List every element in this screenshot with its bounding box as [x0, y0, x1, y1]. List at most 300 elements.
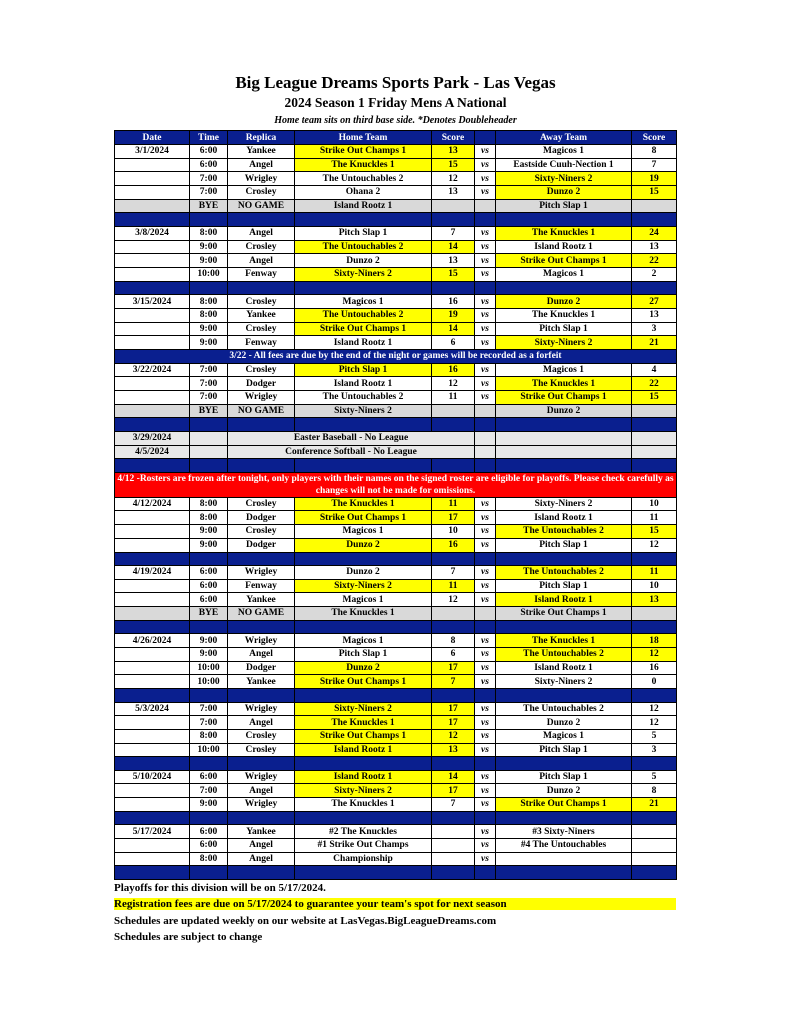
away-team-cell: Dunzo 2 [496, 716, 632, 730]
game-row [115, 852, 677, 866]
vs-cell: vs [475, 254, 496, 268]
empty-cell [496, 445, 632, 459]
separator-cell [228, 281, 295, 295]
field-cell: Dodger [228, 661, 295, 675]
separator-cell [115, 689, 190, 703]
field-cell: Crosley [228, 363, 295, 377]
away-team-cell: Pitch Slap 1 [496, 579, 632, 593]
date-cell: 4/5/2024 [115, 445, 190, 459]
field-cell: Fenway [228, 579, 295, 593]
home-team-cell: Pitch Slap 1 [295, 226, 432, 240]
separator-cell [632, 459, 677, 473]
game-row [115, 172, 677, 186]
home-score-cell [432, 839, 475, 853]
game-row [115, 538, 677, 552]
separator-cell [115, 281, 190, 295]
separator-cell [190, 811, 228, 825]
game-row [115, 839, 677, 853]
field-cell: Dodger [228, 538, 295, 552]
col-header-time: Time [190, 131, 228, 145]
separator-cell [295, 811, 432, 825]
week-separator-row [115, 620, 677, 634]
separator-cell [115, 418, 190, 432]
separator-cell [228, 689, 295, 703]
separator-cell [115, 811, 190, 825]
bye-row [115, 404, 677, 418]
field-cell: Angel [228, 852, 295, 866]
separator-cell [295, 552, 432, 566]
field-cell: Wrigley [228, 634, 295, 648]
field-cell: Crosley [228, 186, 295, 200]
page-subtitle: 2024 Season 1 Friday Mens A National [284, 95, 507, 110]
vs-cell: vs [475, 784, 496, 798]
away-score-cell: 11 [632, 511, 677, 525]
away-team-cell: Pitch Slap 1 [496, 538, 632, 552]
away-team-cell: Sixty-Niners 2 [496, 675, 632, 689]
date-cell [115, 716, 190, 730]
away-score-cell: 2 [632, 268, 677, 282]
vs-cell [475, 607, 496, 621]
home-team-cell: Magicos 1 [295, 525, 432, 539]
date-cell [115, 322, 190, 336]
field-cell: Fenway [228, 268, 295, 282]
home-team-cell: Championship [295, 852, 432, 866]
home-score-cell [432, 852, 475, 866]
vs-cell: vs [475, 377, 496, 391]
separator-cell [496, 757, 632, 771]
separator-cell [496, 213, 632, 227]
separator-cell [496, 811, 632, 825]
away-score-cell: 5 [632, 770, 677, 784]
separator-cell [190, 620, 228, 634]
date-cell [115, 525, 190, 539]
separator-cell [632, 418, 677, 432]
field-cell: Wrigley [228, 702, 295, 716]
time-cell: 7:00 [190, 186, 228, 200]
footer-disclaimer: Schedules are subject to change [114, 931, 263, 943]
separator-cell [496, 689, 632, 703]
field-cell: Angel [228, 784, 295, 798]
away-score-cell: 8 [632, 784, 677, 798]
away-score-cell: 12 [632, 702, 677, 716]
away-score-cell: 10 [632, 579, 677, 593]
week-separator-row [115, 459, 677, 473]
field-cell: Dodger [228, 511, 295, 525]
vs-cell: vs [475, 308, 496, 322]
vs-cell: vs [475, 593, 496, 607]
away-team-cell: Pitch Slap 1 [496, 743, 632, 757]
time-cell: 6:00 [190, 145, 228, 159]
separator-cell [228, 459, 295, 473]
away-team-cell: Strike Out Champs 1 [496, 607, 632, 621]
date-cell: 4/26/2024 [115, 634, 190, 648]
vs-cell: vs [475, 839, 496, 853]
away-score-cell: 27 [632, 295, 677, 309]
game-row [115, 336, 677, 350]
separator-cell [475, 620, 496, 634]
home-team-cell: Sixty-Niners 2 [295, 268, 432, 282]
away-team-cell: Pitch Slap 1 [496, 199, 632, 213]
empty-cell [190, 431, 228, 445]
home-team-cell: Dunzo 2 [295, 566, 432, 580]
away-score-cell: 19 [632, 172, 677, 186]
vs-cell: vs [475, 770, 496, 784]
away-score-cell: 10 [632, 497, 677, 511]
home-score-cell: 17 [432, 511, 475, 525]
away-team-cell: Magicos 1 [496, 729, 632, 743]
away-score-cell: 7 [632, 158, 677, 172]
home-team-cell: Strike Out Champs 1 [295, 729, 432, 743]
time-cell: 7:00 [190, 716, 228, 730]
field-cell: Yankee [228, 593, 295, 607]
away-team-cell: Magicos 1 [496, 268, 632, 282]
date-cell [115, 336, 190, 350]
home-team-cell: Strike Out Champs 1 [295, 145, 432, 159]
separator-cell [632, 757, 677, 771]
separator-cell [475, 811, 496, 825]
time-cell: 10:00 [190, 661, 228, 675]
time-cell: 6:00 [190, 770, 228, 784]
date-cell: 3/29/2024 [115, 431, 190, 445]
home-score-cell: 17 [432, 661, 475, 675]
separator-cell [115, 459, 190, 473]
date-cell [115, 661, 190, 675]
schedule-body [115, 145, 677, 880]
home-team-cell: Magicos 1 [295, 295, 432, 309]
field-cell: Angel [228, 839, 295, 853]
home-team-cell: Strike Out Champs 1 [295, 511, 432, 525]
vs-cell: vs [475, 525, 496, 539]
home-team-cell: Dunzo 2 [295, 254, 432, 268]
table-header-row [115, 131, 677, 145]
separator-cell [115, 620, 190, 634]
game-row [115, 661, 677, 675]
home-team-cell: Island Rootz 1 [295, 770, 432, 784]
date-cell: 3/22/2024 [115, 363, 190, 377]
home-team-cell: Pitch Slap 1 [295, 363, 432, 377]
away-team-cell: Dunzo 2 [496, 404, 632, 418]
home-team-cell: Dunzo 2 [295, 661, 432, 675]
time-cell: 8:00 [190, 729, 228, 743]
date-cell [115, 647, 190, 661]
date-cell [115, 607, 190, 621]
separator-cell [115, 552, 190, 566]
home-score-cell: 6 [432, 336, 475, 350]
away-score-cell: 15 [632, 186, 677, 200]
away-score-cell: 3 [632, 743, 677, 757]
home-team-cell: Sixty-Niners 2 [295, 404, 432, 418]
field-cell: Wrigley [228, 770, 295, 784]
game-row [115, 729, 677, 743]
separator-cell [475, 866, 496, 880]
home-team-cell: #2 The Knuckles [295, 825, 432, 839]
away-team-cell: #4 The Untouchables [496, 839, 632, 853]
away-team-cell: Magicos 1 [496, 363, 632, 377]
bye-row [115, 607, 677, 621]
date-cell [115, 268, 190, 282]
away-score-cell [632, 852, 677, 866]
time-cell: 9:00 [190, 525, 228, 539]
vs-cell: vs [475, 336, 496, 350]
date-cell [115, 852, 190, 866]
empty-cell [475, 445, 496, 459]
separator-cell [496, 418, 632, 432]
week-separator-row [115, 213, 677, 227]
notice-row [115, 349, 677, 363]
separator-cell [496, 552, 632, 566]
date-cell [115, 391, 190, 405]
away-score-cell [632, 839, 677, 853]
roster-alert-row [115, 472, 677, 497]
game-row [115, 158, 677, 172]
home-score-cell: 12 [432, 377, 475, 391]
week-separator-row [115, 811, 677, 825]
field-cell: NO GAME [228, 607, 295, 621]
separator-cell [432, 689, 475, 703]
vs-cell: vs [475, 145, 496, 159]
game-row [115, 579, 677, 593]
home-team-cell: Pitch Slap 1 [295, 647, 432, 661]
col-header-home-team: Home Team [295, 131, 432, 145]
field-cell: Wrigley [228, 391, 295, 405]
date-cell [115, 593, 190, 607]
home-score-cell: 14 [432, 322, 475, 336]
separator-cell [228, 552, 295, 566]
separator-cell [295, 213, 432, 227]
field-cell: Yankee [228, 675, 295, 689]
time-cell: 6:00 [190, 825, 228, 839]
away-team-cell: Pitch Slap 1 [496, 322, 632, 336]
separator-cell [228, 213, 295, 227]
col-header-date: Date [115, 131, 190, 145]
separator-cell [190, 866, 228, 880]
home-team-cell: Dunzo 2 [295, 538, 432, 552]
date-cell: 5/10/2024 [115, 770, 190, 784]
away-score-cell [632, 825, 677, 839]
home-score-cell: 8 [432, 634, 475, 648]
home-score-cell: 7 [432, 798, 475, 812]
home-score-cell: 14 [432, 240, 475, 254]
separator-cell [632, 811, 677, 825]
separator-cell [432, 620, 475, 634]
no-league-text: Easter Baseball - No League [228, 431, 475, 445]
week-separator-row [115, 418, 677, 432]
separator-cell [632, 213, 677, 227]
separator-cell [475, 418, 496, 432]
away-team-cell: The Untouchables 2 [496, 525, 632, 539]
footer-registration: Registration fees are due on 5/17/2024 to guarantee your team's spot for next season [114, 898, 676, 910]
time-cell: 10:00 [190, 675, 228, 689]
time-cell: 10:00 [190, 268, 228, 282]
field-cell: Fenway [228, 336, 295, 350]
time-cell: 7:00 [190, 391, 228, 405]
home-score-cell: 17 [432, 702, 475, 716]
footer-website: Schedules are updated weekly on our website at LasVegas.BigLeagueDreams.com [114, 915, 497, 927]
time-cell: 8:00 [190, 226, 228, 240]
away-score-cell: 21 [632, 798, 677, 812]
time-cell: 9:00 [190, 798, 228, 812]
vs-cell: vs [475, 729, 496, 743]
field-cell: Dodger [228, 377, 295, 391]
vs-cell: vs [475, 391, 496, 405]
date-cell: 5/3/2024 [115, 702, 190, 716]
date-cell [115, 538, 190, 552]
time-cell: 8:00 [190, 852, 228, 866]
separator-cell [432, 213, 475, 227]
away-team-cell: Island Rootz 1 [496, 240, 632, 254]
field-cell: Angel [228, 254, 295, 268]
field-cell: Yankee [228, 825, 295, 839]
week-separator-row [115, 281, 677, 295]
separator-cell [475, 552, 496, 566]
game-row [115, 702, 677, 716]
home-team-cell: Island Rootz 1 [295, 743, 432, 757]
home-score-cell: 12 [432, 729, 475, 743]
away-team-cell: The Untouchables 2 [496, 566, 632, 580]
away-team-cell: The Knuckles 1 [496, 377, 632, 391]
col-header-vs [475, 131, 496, 145]
field-cell: Crosley [228, 497, 295, 511]
vs-cell [475, 199, 496, 213]
vs-cell: vs [475, 322, 496, 336]
empty-cell [190, 445, 228, 459]
away-team-cell: The Knuckles 1 [496, 226, 632, 240]
vs-cell: vs [475, 579, 496, 593]
vs-cell: vs [475, 702, 496, 716]
home-team-cell: Island Rootz 1 [295, 336, 432, 350]
game-row [115, 322, 677, 336]
separator-cell [190, 459, 228, 473]
time-cell: 9:00 [190, 322, 228, 336]
vs-cell: vs [475, 186, 496, 200]
date-cell: 3/15/2024 [115, 295, 190, 309]
col-header-away-score: Score [632, 131, 677, 145]
home-team-cell: The Knuckles 1 [295, 798, 432, 812]
vs-cell: vs [475, 675, 496, 689]
time-cell: 9:00 [190, 240, 228, 254]
separator-cell [432, 811, 475, 825]
away-score-cell: 13 [632, 240, 677, 254]
date-cell [115, 377, 190, 391]
home-score-cell: 17 [432, 784, 475, 798]
game-row [115, 295, 677, 309]
field-cell: Crosley [228, 322, 295, 336]
home-score-cell: 19 [432, 308, 475, 322]
time-cell: 6:00 [190, 593, 228, 607]
home-score-cell: 13 [432, 743, 475, 757]
vs-cell: vs [475, 158, 496, 172]
roster-alert-text: 4/12 -Rosters are frozen after tonight, only players with their names on the signed roster are eligible for playoffs. Please check carefully as changes will not be made for omissions. [115, 472, 677, 497]
home-score-cell: 11 [432, 391, 475, 405]
week-separator-row [115, 866, 677, 880]
home-team-cell: Island Rootz 1 [295, 377, 432, 391]
time-cell: 7:00 [190, 363, 228, 377]
col-header-home-score: Score [432, 131, 475, 145]
vs-cell: vs [475, 825, 496, 839]
empty-cell [496, 431, 632, 445]
time-cell: 10:00 [190, 743, 228, 757]
empty-cell [632, 445, 677, 459]
away-team-cell: Island Rootz 1 [496, 511, 632, 525]
home-team-cell: Magicos 1 [295, 593, 432, 607]
separator-cell [115, 757, 190, 771]
field-cell: Yankee [228, 145, 295, 159]
time-cell: 9:00 [190, 538, 228, 552]
separator-cell [115, 866, 190, 880]
home-score-cell: 17 [432, 716, 475, 730]
separator-cell [295, 418, 432, 432]
game-row [115, 647, 677, 661]
time-cell: BYE [190, 404, 228, 418]
home-score-cell: 11 [432, 579, 475, 593]
time-cell: 7:00 [190, 377, 228, 391]
time-cell: 6:00 [190, 579, 228, 593]
separator-cell [228, 811, 295, 825]
separator-cell [496, 459, 632, 473]
vs-cell: vs [475, 661, 496, 675]
home-score-cell: 12 [432, 172, 475, 186]
date-cell [115, 158, 190, 172]
vs-cell: vs [475, 538, 496, 552]
away-team-cell: The Knuckles 1 [496, 634, 632, 648]
home-team-cell: The Untouchables 2 [295, 172, 432, 186]
away-score-cell: 18 [632, 634, 677, 648]
field-cell: Wrigley [228, 566, 295, 580]
field-cell: Wrigley [228, 798, 295, 812]
game-row [115, 254, 677, 268]
notice-text: 3/22 - All fees are due by the end of the night or games will be recorded as a forfeit [115, 349, 677, 363]
separator-cell [295, 866, 432, 880]
separator-cell [190, 757, 228, 771]
vs-cell: vs [475, 240, 496, 254]
time-cell: 6:00 [190, 839, 228, 853]
separator-cell [432, 418, 475, 432]
time-cell: 8:00 [190, 497, 228, 511]
time-cell: 9:00 [190, 336, 228, 350]
separator-cell [632, 689, 677, 703]
home-team-cell: #1 Strike Out Champs [295, 839, 432, 853]
home-team-cell: Magicos 1 [295, 634, 432, 648]
separator-cell [632, 281, 677, 295]
game-row [115, 308, 677, 322]
separator-cell [295, 459, 432, 473]
field-cell: Crosley [228, 743, 295, 757]
field-cell: Angel [228, 716, 295, 730]
week-separator-row [115, 552, 677, 566]
game-row [115, 226, 677, 240]
home-team-cell: Sixty-Niners 2 [295, 702, 432, 716]
game-row [115, 784, 677, 798]
home-team-cell: The Untouchables 2 [295, 240, 432, 254]
date-cell: 3/1/2024 [115, 145, 190, 159]
home-score-cell [432, 825, 475, 839]
date-cell [115, 743, 190, 757]
separator-cell [295, 757, 432, 771]
home-team-cell: Strike Out Champs 1 [295, 322, 432, 336]
time-cell: 8:00 [190, 511, 228, 525]
game-row [115, 798, 677, 812]
empty-cell [475, 431, 496, 445]
away-score-cell: 8 [632, 145, 677, 159]
home-score-cell: 7 [432, 226, 475, 240]
away-score-cell: 22 [632, 377, 677, 391]
home-team-cell: Sixty-Niners 2 [295, 579, 432, 593]
separator-cell [228, 418, 295, 432]
date-cell [115, 784, 190, 798]
away-score-cell: 12 [632, 538, 677, 552]
separator-cell [190, 281, 228, 295]
separator-cell [432, 459, 475, 473]
